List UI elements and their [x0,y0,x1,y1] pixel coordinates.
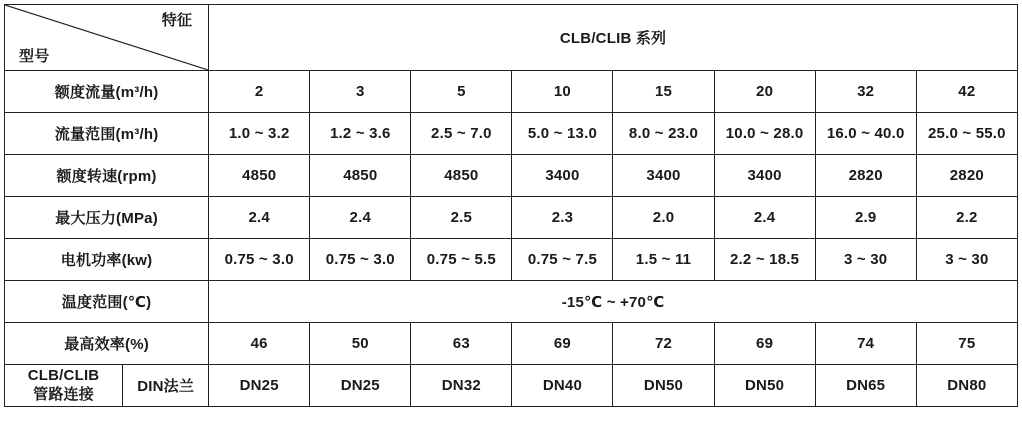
cell-rated-flow-8: 42 [916,71,1017,113]
cell-rated-flow-6: 20 [714,71,815,113]
cell-max-efficiency-8: 75 [916,323,1017,365]
cell-max-efficiency-5: 72 [613,323,714,365]
cell-flow-range-8: 25.0 ~ 55.0 [916,113,1017,155]
table-row [5,155,1018,197]
table-row [5,239,1018,281]
cell-connection-5: DN50 [613,365,714,407]
row-label-motor-power: 电机功率(kw) [5,239,209,281]
cell-connection-1: DN25 [209,365,310,407]
cell-rated-speed-5: 3400 [613,155,714,197]
table-row [5,71,1018,113]
cell-rated-speed-1: 4850 [209,155,310,197]
row-label-flow-range: 流量范围(m³/h) [5,113,209,155]
model-label: 型号 [19,48,50,65]
row-label-rated-flow: 额度流量(m³/h) [5,71,209,113]
cell-flow-range-2: 1.2 ~ 3.6 [310,113,411,155]
cell-rated-flow-7: 32 [815,71,916,113]
cell-max-pressure-6: 2.4 [714,197,815,239]
cell-max-pressure-4: 2.3 [512,197,613,239]
cell-max-pressure-1: 2.4 [209,197,310,239]
cell-motor-power-8: 3 ~ 30 [916,239,1017,281]
cell-connection-7: DN65 [815,365,916,407]
cell-rated-speed-2: 4850 [310,155,411,197]
cell-max-efficiency-1: 46 [209,323,310,365]
cell-max-pressure-8: 2.2 [916,197,1017,239]
cell-rated-speed-8: 2820 [916,155,1017,197]
cell-rated-flow-3: 5 [411,71,512,113]
cell-max-efficiency-4: 69 [512,323,613,365]
cell-flow-range-1: 1.0 ~ 3.2 [209,113,310,155]
cell-connection-3: DN32 [411,365,512,407]
cell-rated-speed-7: 2820 [815,155,916,197]
cell-flow-range-3: 2.5 ~ 7.0 [411,113,512,155]
row-label-temperature-range: 温度范围(℃) [5,281,209,323]
cell-motor-power-7: 3 ~ 30 [815,239,916,281]
cell-rated-flow-1: 2 [209,71,310,113]
spec-table-sheet [0,4,1022,427]
cell-motor-power-1: 0.75 ~ 3.0 [209,239,310,281]
cell-motor-power-6: 2.2 ~ 18.5 [714,239,815,281]
cell-motor-power-2: 0.75 ~ 3.0 [310,239,411,281]
cell-max-efficiency-2: 50 [310,323,411,365]
cell-connection-2: DN25 [310,365,411,407]
corner-header-cell [5,5,209,71]
cell-flow-range-6: 10.0 ~ 28.0 [714,113,815,155]
row-label-pipe-connection [5,365,123,407]
cell-temperature-range: -15℃ ~ +70℃ [209,281,1018,323]
cell-flow-range-4: 5.0 ~ 13.0 [512,113,613,155]
table-row [5,365,1018,407]
row-label-rated-speed: 额度转速(rpm) [5,155,209,197]
cell-rated-flow-5: 15 [613,71,714,113]
cell-max-pressure-3: 2.5 [411,197,512,239]
cell-flow-range-5: 8.0 ~ 23.0 [613,113,714,155]
table-row [5,323,1018,365]
din-flange-label: DIN法兰 [123,365,209,407]
table-row [5,113,1018,155]
cell-connection-8: DN80 [916,365,1017,407]
cell-rated-flow-2: 3 [310,71,411,113]
cell-max-efficiency-3: 63 [411,323,512,365]
cell-rated-speed-6: 3400 [714,155,815,197]
row-label-max-pressure: 最大压力(MPa) [5,197,209,239]
cell-rated-speed-4: 3400 [512,155,613,197]
cell-rated-flow-4: 10 [512,71,613,113]
table-row-header [5,5,1018,71]
cell-rated-speed-3: 4850 [411,155,512,197]
cell-max-efficiency-7: 74 [815,323,916,365]
specification-table [4,4,1018,407]
feature-label: 特征 [161,12,193,29]
series-header: CLB/CLIB 系列 [209,5,1018,71]
cell-max-pressure-5: 2.0 [613,197,714,239]
cell-max-pressure-2: 2.4 [310,197,411,239]
cell-connection-6: DN50 [714,365,815,407]
cell-motor-power-4: 0.75 ~ 7.5 [512,239,613,281]
cell-motor-power-3: 0.75 ~ 5.5 [411,239,512,281]
cell-connection-4: DN40 [512,365,613,407]
cell-max-pressure-7: 2.9 [815,197,916,239]
pipe-connection-line1: CLB/CLIB [27,366,100,384]
cell-max-efficiency-6: 69 [714,323,815,365]
table-row [5,197,1018,239]
table-row [5,281,1018,323]
cell-flow-range-7: 16.0 ~ 40.0 [815,113,916,155]
pipe-connection-line2: 管路连接 [33,385,94,403]
row-label-max-efficiency: 最高效率(%) [5,323,209,365]
cell-motor-power-5: 1.5 ~ 11 [613,239,714,281]
